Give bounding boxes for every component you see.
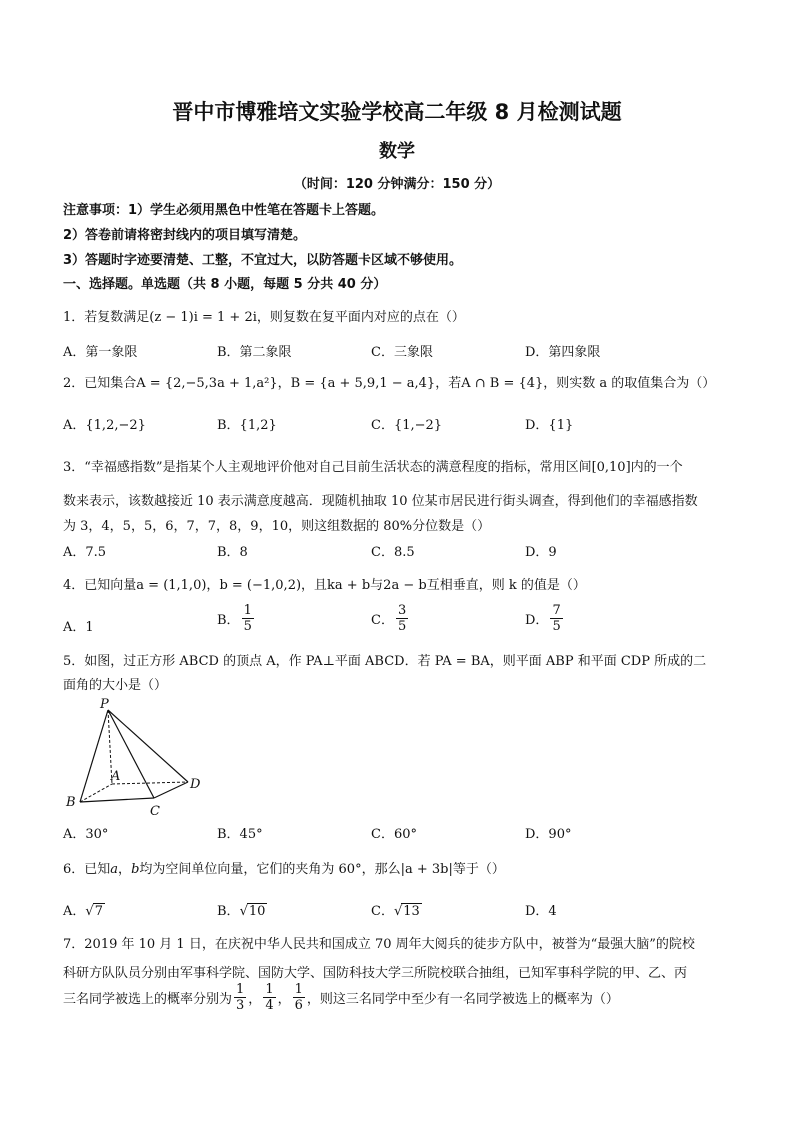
note-1: 注意事项：1）学生必须用黑色中性笔在答题卡上答题。 bbox=[63, 203, 385, 218]
q2-set-b: B = {a + 5,9,1 − a,4} bbox=[290, 376, 436, 391]
question-2 bbox=[63, 372, 715, 391]
q7-fraction-2 bbox=[263, 982, 275, 1013]
q4-option-c-fraction bbox=[396, 603, 408, 634]
exam-time: （时间：120 分钟满分：150 分） bbox=[293, 177, 501, 192]
note-2: 2）答卷前请将密封线内的项目填写清楚。 bbox=[63, 228, 307, 243]
q7-line-3 bbox=[63, 982, 619, 1013]
q4-d-numerator: 7 bbox=[552, 603, 561, 618]
q4-expr-1: ka + b bbox=[327, 578, 371, 593]
q7-f1-numerator: 1 bbox=[236, 982, 245, 997]
q4-text-mid2: 与 bbox=[370, 578, 384, 593]
q4-vector-a: a = (1,1,0) bbox=[136, 578, 207, 593]
q7-text-pre: 三名同学被选上的概率分别为 bbox=[63, 992, 233, 1007]
q6-option-d: D．4 bbox=[525, 904, 557, 919]
q3-line-1: 3．“幸福感指数”是指某个人主观地评价他对自己目前生活状态的满意程度的指标，常用区间[0,10]内的一个 bbox=[63, 460, 683, 475]
label-c: C bbox=[150, 804, 160, 819]
q2-option-b: B．{1,2} bbox=[217, 418, 277, 433]
q6-text-post: 均为空间单位向量，它们的夹角为 60°，那么 bbox=[139, 862, 401, 877]
q4-d-denominator: 5 bbox=[552, 619, 561, 634]
q4-option-d-fraction bbox=[550, 603, 562, 634]
q6-vector-b: b bbox=[131, 862, 140, 877]
subject-title: 数学 bbox=[379, 141, 415, 162]
q1-option-b: B．第二象限 bbox=[217, 345, 292, 360]
q6-root-b: 10 bbox=[248, 904, 266, 919]
sqrt-icon: √ bbox=[239, 904, 248, 919]
q7-text-post: ，则这三名同学中至少有一名同学被选上的概率为（） bbox=[306, 992, 619, 1007]
q2-option-c: C．{1,−2} bbox=[371, 418, 443, 433]
q7-fraction-1 bbox=[234, 982, 246, 1013]
q4-c-denominator: 5 bbox=[397, 619, 407, 634]
q6-sep: ， bbox=[118, 862, 132, 877]
q6-option-a-label: A． bbox=[63, 904, 86, 919]
q2-option-d: D．{1} bbox=[525, 418, 574, 433]
q4-option-c-label: C． bbox=[371, 613, 394, 628]
q7-line-1: 7．2019 年 10 月 1 日，在庆祝中华人民共和国成立 70 周年大阅兵的徒步方队中，被誉为“最强大脑”的院校 bbox=[63, 937, 695, 952]
q7-f3-numerator: 1 bbox=[294, 982, 303, 997]
q4-option-b bbox=[217, 603, 256, 634]
question-1 bbox=[63, 306, 465, 325]
q6-text-post2: 等于（） bbox=[452, 862, 505, 877]
q5-option-b: B．45° bbox=[217, 827, 263, 842]
q5-option-d: D．90° bbox=[525, 827, 572, 842]
question-4 bbox=[63, 574, 586, 593]
q1-math: (z − 1)i = 1 + 2i bbox=[149, 310, 257, 325]
q5-line-1: 5．如图，过正方形 ABCD 的顶点 A，作 PA⊥平面 ABCD．若 PA = BA，则平面 ABP 和平面 CDP 所成的二 bbox=[63, 654, 707, 669]
q3-line-3: 为 3，4，5，5，6，7，7，8，9，10，则这组数据的 80%分位数是（） bbox=[63, 519, 491, 534]
q4-option-d-label: D． bbox=[525, 613, 549, 628]
q1-option-a: A．第一象限 bbox=[63, 345, 138, 360]
pyramid-figure bbox=[60, 694, 220, 822]
q2-text-mid2: ，若 bbox=[435, 376, 462, 391]
q6-text-pre: 6．已知 bbox=[63, 862, 111, 877]
q3-option-a: A．7.5 bbox=[63, 545, 107, 560]
q6-expr: |a + 3b| bbox=[400, 862, 453, 877]
q6-option-a bbox=[63, 900, 105, 919]
q1-text-post: ，则复数在复平面内对应的点在（） bbox=[256, 310, 465, 325]
q6-root-c: 13 bbox=[403, 904, 420, 919]
q6-option-c-label: C． bbox=[371, 904, 394, 919]
q4-vector-b: b = (−1,0,2) bbox=[219, 578, 302, 593]
section-heading: 一、选择题。单选题（共 8 小题，每题 5 分共 40 分） bbox=[63, 277, 387, 292]
label-p: P bbox=[100, 697, 109, 712]
sqrt-icon: √ bbox=[393, 904, 403, 919]
q4-c-numerator: 3 bbox=[397, 603, 407, 618]
q5-option-c: C．60° bbox=[371, 827, 417, 842]
q7-f1-denominator: 3 bbox=[236, 998, 245, 1013]
q1-text-pre: 1．若复数满足 bbox=[63, 310, 150, 325]
note-3: 3）答题时字迹要清楚、工整，不宜过大，以防答题卡区域不够使用。 bbox=[63, 253, 463, 268]
q7-f2-numerator: 1 bbox=[265, 982, 274, 997]
q7-comma: ， bbox=[248, 992, 262, 1007]
q6-root-a: 7 bbox=[94, 904, 103, 919]
q4-option-c bbox=[371, 603, 410, 634]
edge-cd bbox=[154, 782, 188, 798]
q4-b-numerator: 1 bbox=[243, 603, 252, 618]
q4-text-post: 互相垂直，则 k 的值是（） bbox=[426, 578, 586, 593]
edge-bc bbox=[80, 798, 154, 802]
q6-option-b bbox=[217, 900, 267, 919]
q4-option-d bbox=[525, 603, 565, 634]
q4-sep: ， bbox=[206, 578, 220, 593]
q4-option-b-label: B． bbox=[217, 613, 240, 628]
q7-f3-denominator: 6 bbox=[294, 998, 303, 1013]
q2-text-mid: ， bbox=[277, 376, 291, 391]
q3-option-c: C．8.5 bbox=[371, 545, 415, 560]
edge-pc bbox=[108, 710, 154, 798]
q5-line-2: 面角的大小是（） bbox=[63, 678, 168, 693]
label-b: B bbox=[66, 795, 76, 810]
q6-option-b-label: B． bbox=[217, 904, 240, 919]
q2-text-post: ，则实数 a 的取值集合为（） bbox=[543, 376, 716, 391]
edge-ad bbox=[112, 782, 188, 784]
q4-option-b-fraction bbox=[242, 603, 254, 634]
label-a: A bbox=[111, 769, 121, 784]
q7-comma: ， bbox=[277, 992, 291, 1007]
q7-line-2: 科研方队队员分别由军事科学院、国防大学、国防科技大学三所院校联合抽组，已知军事科学院的甲、乙、丙 bbox=[63, 966, 688, 981]
q4-text-pre: 4．已知向量 bbox=[63, 578, 137, 593]
q4-b-denominator: 5 bbox=[243, 619, 252, 634]
q4-option-a: A．1 bbox=[63, 620, 94, 635]
q2-intersection: A ∩ B = {4} bbox=[461, 376, 544, 391]
q6-option-c bbox=[371, 900, 422, 919]
q1-option-d: D．第四象限 bbox=[525, 345, 601, 360]
label-d: D bbox=[190, 777, 201, 792]
sqrt-icon: √ bbox=[85, 904, 94, 919]
q1-option-c: C．三象限 bbox=[371, 345, 433, 360]
q5-option-a: A．30° bbox=[63, 827, 109, 842]
q6-vector-a: a bbox=[110, 862, 119, 877]
q3-option-d: D．9 bbox=[525, 545, 557, 560]
q2-option-a: A．{1,2,−2} bbox=[63, 418, 146, 433]
q3-option-b: B．8 bbox=[217, 545, 248, 560]
q7-fraction-3 bbox=[293, 982, 305, 1013]
q7-f2-denominator: 4 bbox=[265, 998, 274, 1013]
q2-set-a: A = {2,−5,3a + 1,a²} bbox=[136, 376, 278, 391]
page-title: 晋中市博雅培文实验学校高二年级 8 月检测试题 bbox=[172, 100, 622, 124]
q4-text-mid: ，且 bbox=[301, 578, 328, 593]
q4-expr-2: 2a − b bbox=[383, 578, 427, 593]
q2-text-pre: 2．已知集合 bbox=[63, 376, 137, 391]
q3-line-2: 数来表示，该数越接近 10 表示满意度越高．现随机抽取 10 位某市居民进行街头调查，得到他们的幸福感指数 bbox=[63, 494, 698, 509]
question-6 bbox=[63, 858, 505, 877]
